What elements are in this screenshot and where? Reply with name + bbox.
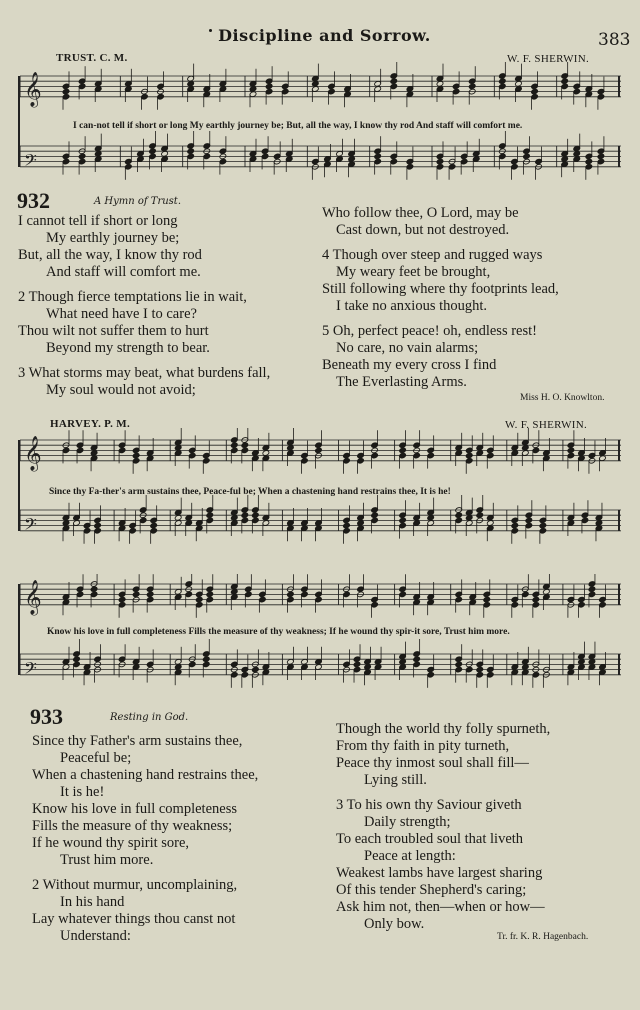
verse-line: Trust him more. — [60, 852, 154, 868]
verse-line: Who follow thee, O Lord, may be — [322, 205, 519, 221]
note-head — [206, 512, 214, 519]
note-head — [78, 153, 86, 160]
verse-line: My soul would not avoid; — [46, 382, 196, 398]
hymn-933-left-column — [32, 733, 258, 945]
note-head — [455, 512, 463, 519]
tune-name-trust: TRUST. C. M. — [56, 52, 128, 64]
note-head — [455, 661, 463, 668]
verse-line: To each troubled soul that liveth — [336, 831, 524, 847]
underlay-lyrics-harvey-2: Know his love in full completeness Fills the measure of thy weakness; If he wound thy spir-it sore, Trust him more. — [47, 627, 510, 637]
note-head — [343, 522, 351, 529]
note-head — [476, 666, 484, 673]
hymn-subtitle-932: A Hymn of Trust. — [94, 196, 181, 207]
note-head — [118, 596, 126, 603]
note-head — [73, 656, 81, 663]
note-head — [476, 512, 484, 519]
note-head — [146, 591, 154, 598]
verse-line: Still following where thy footprints lead, — [322, 281, 559, 297]
verse-line: Since thy Father's arm sustains thee, — [32, 733, 243, 749]
note-head — [150, 522, 158, 529]
verse-line: But, all the way, I know thy rod — [18, 247, 202, 263]
note-head — [149, 148, 157, 155]
verse-line: No care, no vain alarms; — [336, 340, 479, 356]
treble-clef-icon: 𝄞 — [24, 579, 42, 615]
verse-line: Daily strength; — [364, 814, 451, 830]
verse-line: It is he! — [60, 784, 105, 800]
treble-clef-icon: 𝄞 — [24, 435, 42, 471]
note-head — [231, 442, 239, 449]
verse-line: 3 To his own thy Saviour giveth — [336, 797, 522, 813]
note-head — [465, 452, 473, 459]
note-head — [90, 586, 98, 593]
note-head — [525, 517, 533, 524]
verse-line: 2 Though fierce temptations lie in wait, — [18, 289, 247, 305]
note-head — [511, 522, 519, 529]
bass-clef-icon: 𝄢 — [24, 513, 37, 538]
note-head — [413, 656, 421, 663]
note-head — [353, 661, 361, 668]
verse-line: Though the world thy folly spurneth, — [336, 721, 551, 737]
note-head — [195, 596, 203, 603]
note-head — [390, 78, 398, 85]
verse-line: If he wound thy spirit sore, — [32, 835, 190, 851]
verse-line: My weary feet be brought, — [336, 264, 491, 280]
verse-line: Fills the measure of thy weakness; — [32, 818, 233, 834]
note-head — [561, 78, 569, 85]
note-head — [287, 591, 295, 598]
verse-line: Understand: — [60, 928, 131, 944]
verse-line: 4 Though over steep and rugged ways — [322, 247, 543, 263]
note-head — [588, 586, 596, 593]
running-head: Discipline and Sorrow. — [0, 26, 640, 45]
note-head — [523, 153, 531, 160]
hymn-933-right-column — [336, 721, 550, 933]
verse-line: Beneath my every cross I find — [322, 357, 497, 373]
hymn-number-932: 932 — [17, 188, 50, 213]
music-score-harvey-2 — [18, 574, 623, 704]
note-head — [132, 452, 140, 459]
note-head — [532, 596, 540, 603]
note-head — [206, 591, 214, 598]
composer-933: W. F. SHERWIN. — [505, 419, 588, 431]
tune-name-harvey: HARVEY. P. M. — [50, 418, 131, 430]
verse-line: I take no anxious thought. — [336, 298, 488, 314]
verse-line: The Everlasting Arms. — [336, 374, 467, 390]
verse-line: Lying still. — [364, 772, 427, 788]
note-head — [539, 522, 547, 529]
hymn-932-right-column — [322, 205, 559, 391]
verse-line: Beyond my strength to bear. — [46, 340, 210, 356]
verse-line: 3 What storms may beat, what burdens fall, — [18, 365, 271, 381]
verse-line: Peaceful be; — [60, 750, 132, 766]
score-harvey-2-svg — [18, 574, 623, 704]
verse-line: Lay whatever things thou canst not — [32, 911, 236, 927]
verse-line: I cannot tell if short or long — [18, 213, 178, 229]
verse-line: Cast down, but not destroyed. — [336, 222, 510, 238]
verse-line: Only bow. — [364, 916, 425, 932]
note-head — [265, 83, 273, 90]
verse-line: Peace at length: — [364, 848, 456, 864]
verse-line: And staff will comfort me. — [46, 264, 201, 280]
note-head — [94, 522, 102, 529]
bass-clef-icon: 𝄢 — [24, 149, 37, 174]
note-head — [252, 512, 260, 519]
verse-line: My earthly journey be; — [46, 230, 180, 246]
hymn-932-left-column — [18, 213, 270, 399]
note-head — [483, 596, 491, 603]
hymn-subtitle-933: Resting in God. — [110, 712, 189, 723]
verse-line: Weakest lambs have largest sharing — [336, 865, 543, 881]
note-head — [202, 656, 210, 663]
note-head — [241, 442, 249, 449]
note-head — [62, 88, 70, 95]
ornament-dot — [209, 29, 212, 32]
note-head — [187, 148, 195, 155]
note-head — [499, 78, 507, 85]
note-head — [371, 512, 379, 519]
bass-clef-icon: 𝄢 — [24, 657, 37, 682]
verse-line: In his hand — [60, 894, 125, 910]
verse-line: From thy faith in pity turneth, — [336, 738, 510, 754]
note-head — [315, 447, 323, 454]
note-head — [567, 447, 575, 454]
note-head — [531, 88, 539, 95]
author-932: Miss H. O. Knowlton. — [520, 393, 605, 403]
note-head — [399, 447, 407, 454]
composer-932: W. F. SHERWIN. — [507, 53, 590, 65]
verse-line: Peace thy inmost soul shall fill— — [336, 755, 529, 771]
note-head — [585, 158, 593, 165]
verse-line: 2 Without murmur, uncomplaining, — [32, 877, 238, 893]
underlay-lyrics-trust: I can-not tell if short or long My earthly journey be; But, all the way, I know thy rod And staff will comfort me. — [73, 121, 523, 131]
verse-line: Thou wilt not suffer them to hurt — [18, 323, 209, 339]
verse-line: When a chastening hand restrains thee, — [32, 767, 259, 783]
verse-line: Ask him not, then—when or how— — [336, 899, 545, 915]
verse-line: 5 Oh, perfect peace! oh, endless rest! — [322, 323, 537, 339]
note-head — [241, 512, 249, 519]
page-number: 383 — [598, 30, 631, 50]
verse-line: Of this tender Shepherd's caring; — [336, 882, 527, 898]
note-head — [436, 158, 444, 165]
verse-line: What need have I to care? — [46, 306, 197, 322]
note-head — [374, 153, 382, 160]
author-933: Tr. fr. K. R. Hagenbach. — [497, 932, 589, 942]
verse-line: Know his love in full completeness — [32, 801, 237, 817]
hymn-number-933: 933 — [30, 704, 63, 729]
underlay-lyrics-harvey-1: Since thy Fa-ther's arm sustains thee, Peace-ful be; When a chastening hand restrains thee, It is he! — [49, 487, 451, 497]
note-head — [399, 517, 407, 524]
note-head — [132, 591, 140, 598]
note-head — [252, 666, 260, 673]
note-head — [468, 83, 476, 90]
treble-clef-icon: 𝄞 — [24, 71, 42, 107]
note-head — [597, 153, 605, 160]
